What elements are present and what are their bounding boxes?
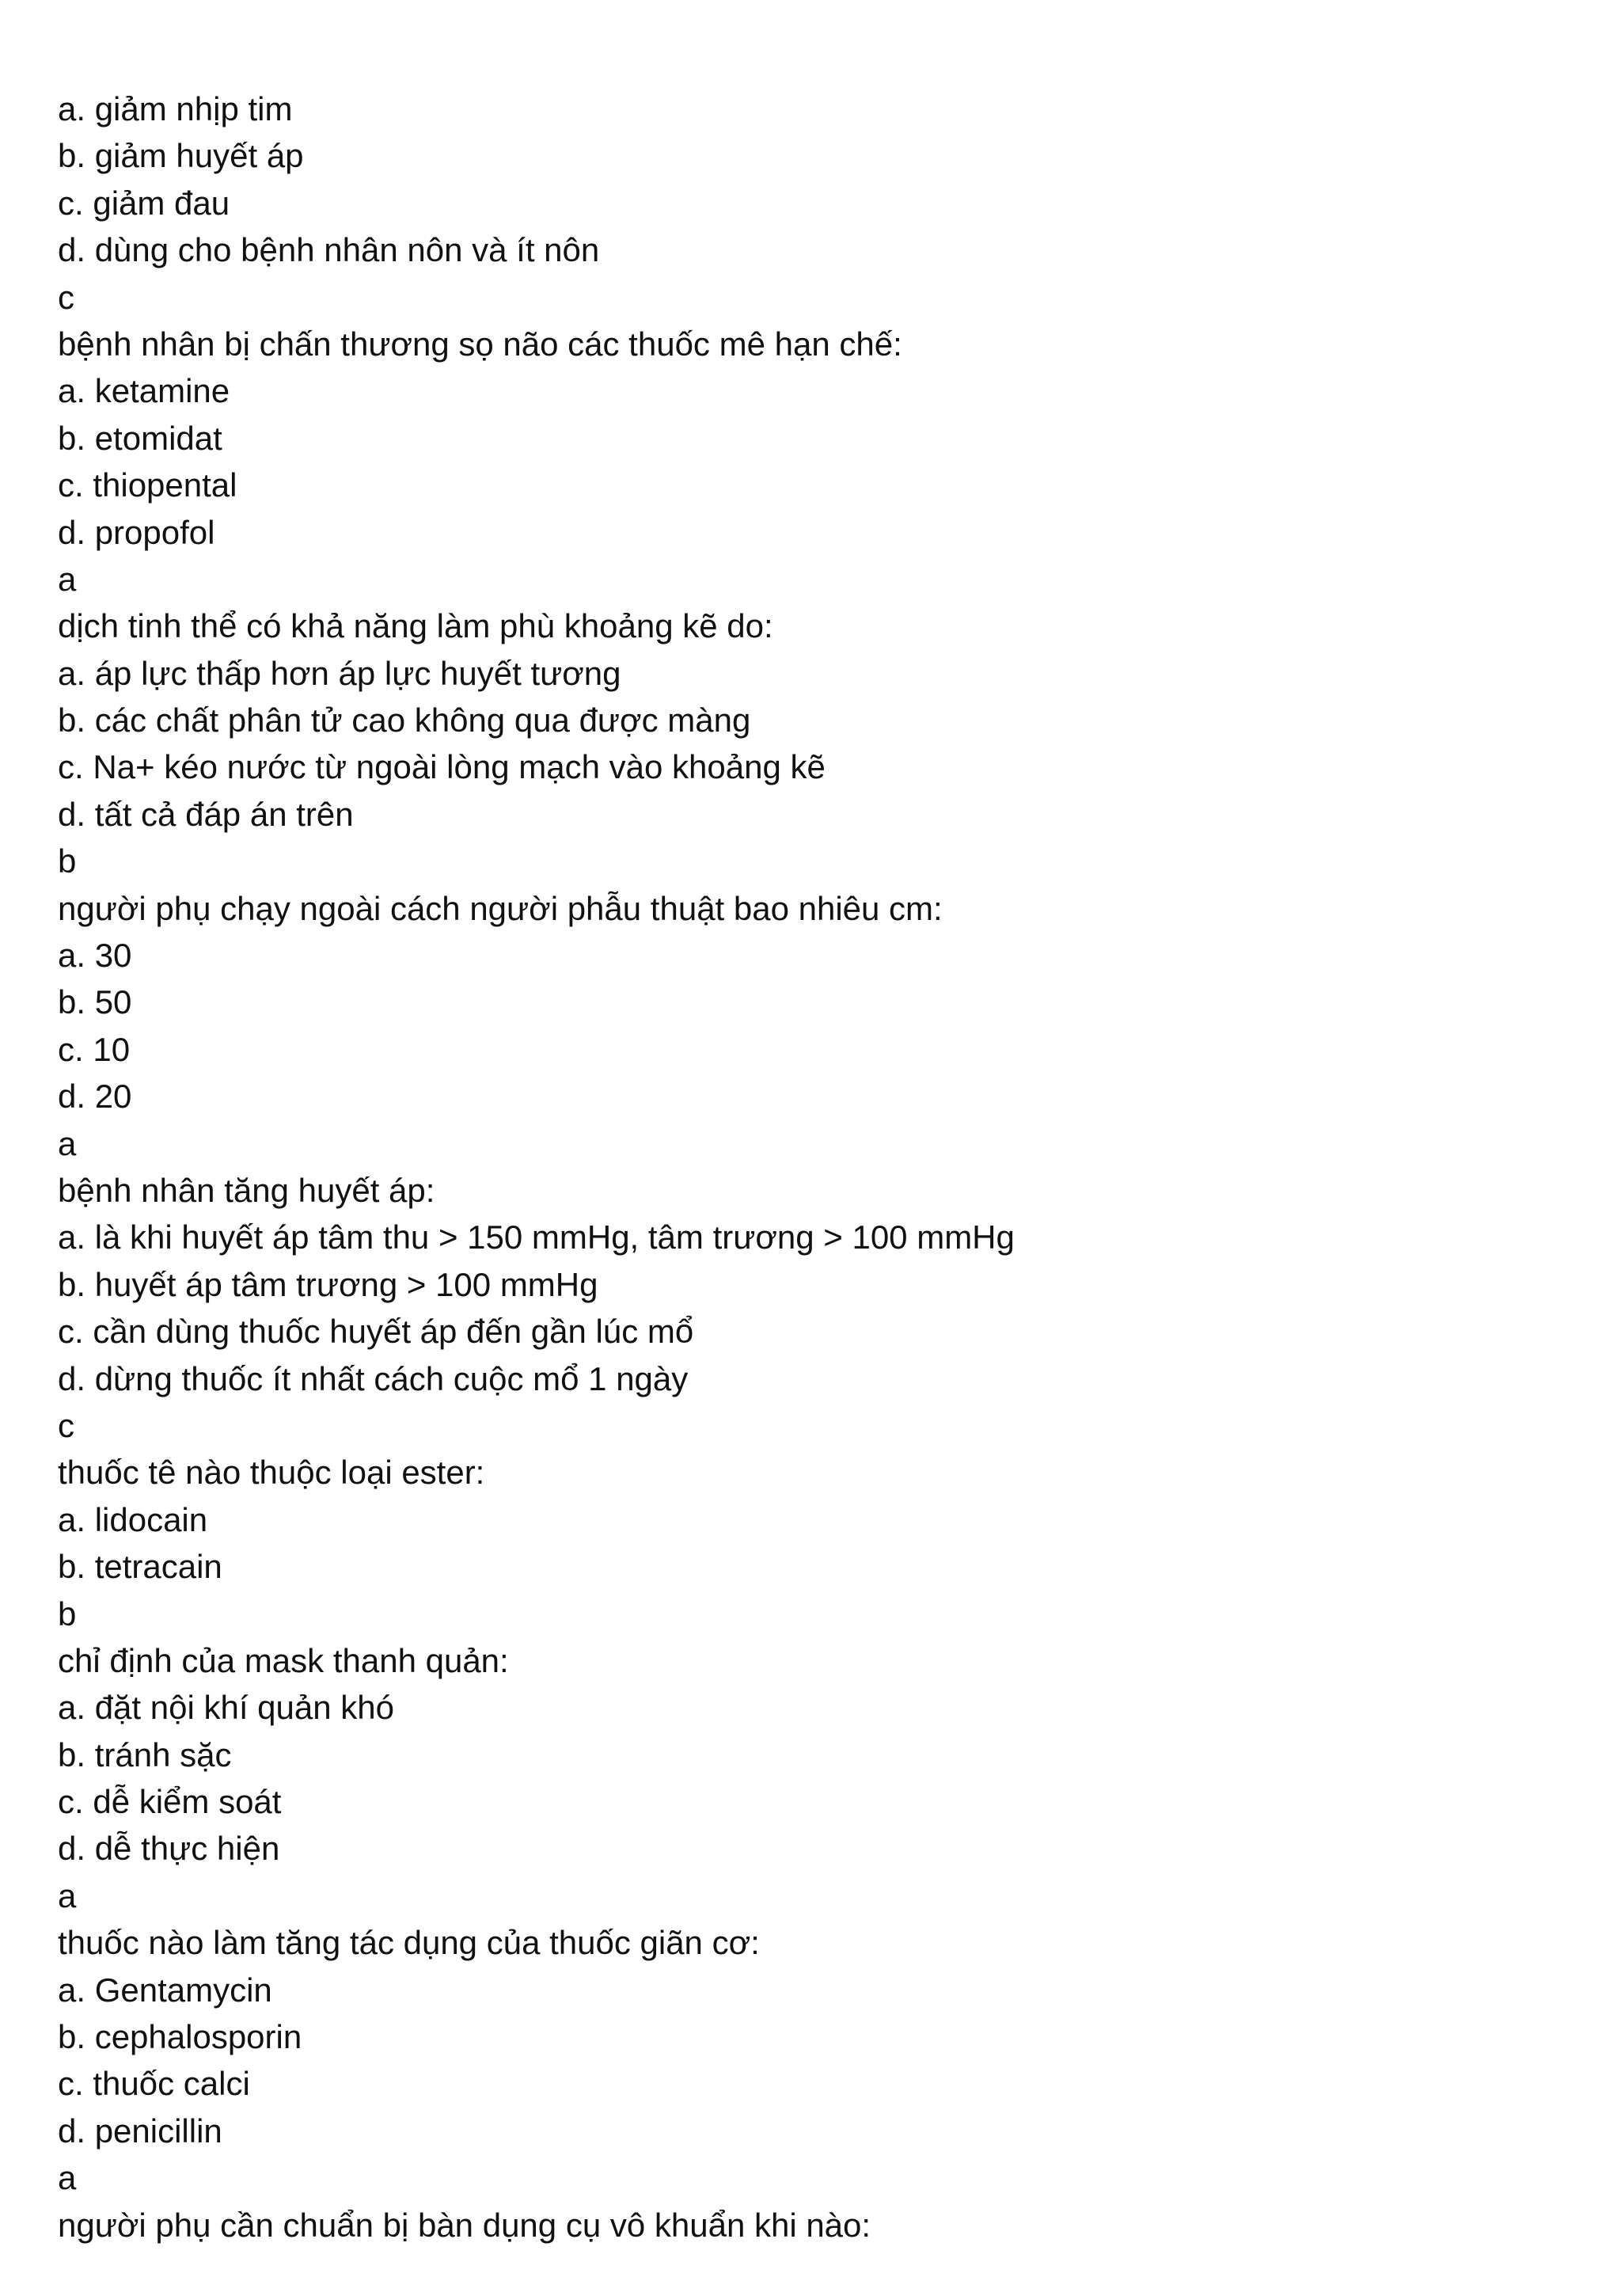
- option-line: b. huyết áp tâm trương > 100 mmHg: [58, 1265, 598, 1303]
- question-line: thuốc tê nào thuộc loại ester:: [58, 1454, 485, 1492]
- option-line: b. 50: [58, 983, 132, 1021]
- document-page: [58, 86, 1562, 2248]
- option-line: a. là khi huyết áp tâm thu > 150 mmHg, tâm trương > 100 mmHg: [58, 1218, 1015, 1256]
- answer-line: a: [58, 2159, 77, 2197]
- option-line: a. đặt nội khí quản khó: [58, 1689, 394, 1727]
- option-line: a. giảm nhịp tim: [58, 90, 293, 127]
- question-line: chỉ định của mask thanh quản:: [58, 1641, 509, 1679]
- question-line: dịch tinh thể có khả năng làm phù khoảng kẽ do:: [58, 607, 773, 645]
- option-line: d. dừng thuốc ít nhất cách cuộc mổ 1 ngày: [58, 1359, 689, 1397]
- option-line: c. thuốc calci: [58, 2065, 250, 2103]
- option-line: c. 10: [58, 1030, 131, 1068]
- question-line: người phụ chạy ngoài cách người phẫu thuật bao nhiêu cm:: [58, 889, 943, 927]
- answer-line: b: [58, 842, 77, 880]
- option-line: b. giảm huyết áp: [58, 137, 304, 175]
- answer-line: b: [58, 1595, 77, 1633]
- option-line: b. tránh sặc: [58, 1735, 232, 1773]
- answer-line: a: [58, 560, 77, 598]
- option-line: a. lidocain: [58, 1500, 208, 1538]
- option-line: b. cephalosporin: [58, 2018, 302, 2056]
- option-line: d. dùng cho bệnh nhân nôn và ít nôn: [58, 231, 600, 269]
- option-line: d. penicillin: [58, 2112, 222, 2150]
- question-line: thuốc nào làm tăng tác dụng của thuốc giãn cơ:: [58, 1924, 760, 1962]
- option-line: c. dễ kiểm soát: [58, 1783, 282, 1821]
- option-line: b. tetracain: [58, 1548, 222, 1586]
- option-line: d. tất cả đáp án trên: [58, 795, 354, 833]
- option-line: d. propofol: [58, 513, 215, 551]
- answer-line: a: [58, 1876, 77, 1914]
- option-line: c. cần dùng thuốc huyết áp đến gần lúc mổ: [58, 1313, 694, 1351]
- answer-line: a: [58, 1124, 77, 1162]
- option-line: a. ketamine: [58, 372, 230, 410]
- option-line: d. 20: [58, 1078, 132, 1116]
- option-line: c. giảm đau: [58, 184, 230, 222]
- option-line: b. etomidat: [58, 419, 222, 457]
- question-line: bệnh nhân tăng huyết áp:: [58, 1171, 435, 1209]
- option-line: a. 30: [58, 937, 132, 975]
- question-line: người phụ cần chuẩn bị bàn dụng cụ vô khuẩn khi nào:: [58, 2206, 871, 2244]
- option-line: d. dễ thực hiện: [58, 1830, 280, 1868]
- option-line: a. áp lực thấp hơn áp lực huyết tương: [58, 654, 621, 692]
- option-line: b. các chất phân tử cao không qua được màng: [58, 701, 751, 739]
- option-line: c. Na+ kéo nước từ ngoài lòng mạch vào khoảng kẽ: [58, 748, 826, 786]
- option-line: a. Gentamycin: [58, 1971, 272, 2009]
- answer-line: c: [58, 278, 74, 316]
- answer-line: c: [58, 1406, 74, 1444]
- question-line: bệnh nhân bị chấn thương sọ não các thuốc mê hạn chế:: [58, 325, 902, 363]
- option-line: c. thiopental: [58, 466, 237, 504]
